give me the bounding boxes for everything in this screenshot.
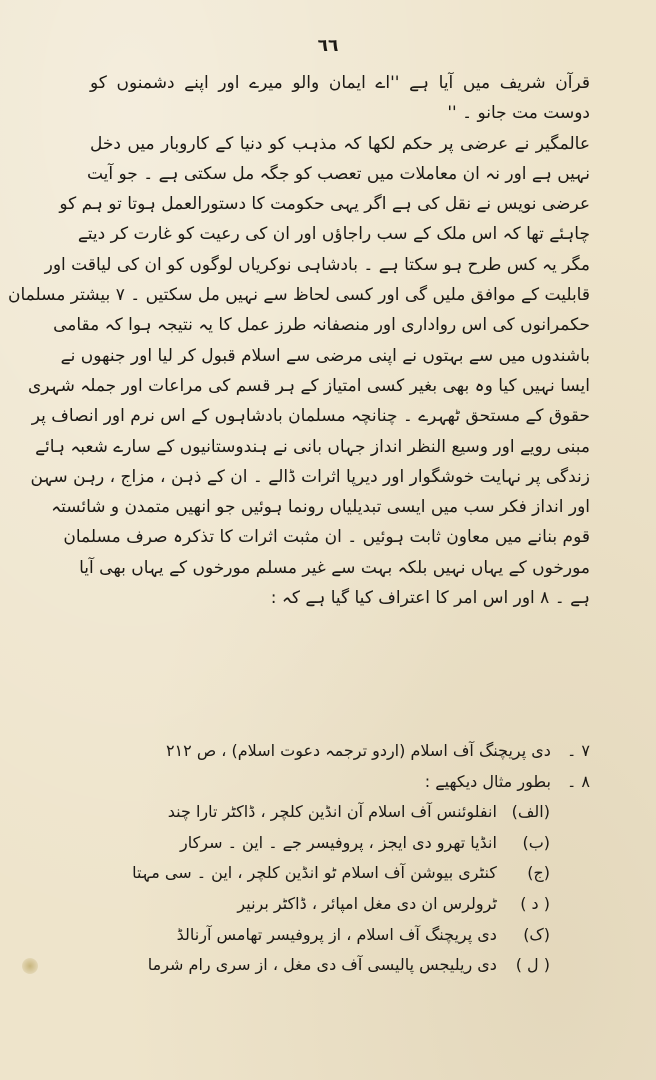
source-label: ( د ) bbox=[520, 893, 550, 913]
footnote-8 bbox=[90, 767, 590, 798]
footnote-7 bbox=[90, 736, 590, 767]
source-text: دی ریلیجس پالیسی آف دی مغل ، از سری رام شرما bbox=[147, 955, 497, 975]
source-label: (ج) bbox=[527, 863, 550, 883]
source-item bbox=[90, 858, 590, 889]
footnote-number: ٧ ۔ bbox=[566, 741, 590, 760]
text-line: دوست مت جانو ۔ '' bbox=[447, 103, 590, 124]
page-stain bbox=[22, 958, 38, 974]
source-label: (الف) bbox=[511, 802, 550, 822]
source-item bbox=[90, 889, 590, 920]
footnote-number: ٨ ۔ bbox=[566, 771, 590, 791]
source-label: (ب) bbox=[522, 832, 550, 852]
text-line: مورخوں کے یہاں نہیں بلکہ بہت سے غیر مسلم مورخوں کے یہاں بھی آیا bbox=[79, 557, 590, 578]
source-item bbox=[90, 828, 590, 859]
footnote-text: بطور مثال دیکھیے : bbox=[424, 771, 551, 791]
source-item bbox=[90, 920, 590, 951]
text-line: باشندوں میں سے بہتوں نے اپنی مرضی سے اسلام قبول کر لیا اور جنھوں نے bbox=[60, 345, 590, 366]
source-text: کنٹری بیوشن آف اسلام ٹو انڈین کلچر ، این ۔ سی مہتا bbox=[132, 863, 497, 883]
source-text: انفلوئنس آف اسلام آن انڈین کلچر ، ڈاکٹر تارا چند bbox=[167, 802, 497, 822]
source-text: ٹرولرس ان دی مغل امپائر ، ڈاکٹر برنیر bbox=[237, 893, 497, 913]
text-line: مگر یہ کس طرح ہو سکتا ہے ۔ بادشاہی نوکریاں لوگوں کو ان کی لیاقت اور bbox=[44, 254, 590, 275]
text-line: حکمرانوں کی اس رواداری اور منصفانہ طرز عمل کا یہ نتیجہ ہوا کہ مقامی bbox=[53, 315, 590, 336]
source-label: (ک) bbox=[523, 924, 550, 944]
text-line: حقوق کے مستحق ٹھہرے ۔ چنانچہ مسلمان بادشاہوں کے اس نرم اور انصاف پر bbox=[31, 406, 590, 427]
text-line: مبنی رویے اور وسیع النظر انداز جہاں بانی نے ہندوستانیوں کے سارے شعبہ ہائے bbox=[35, 436, 590, 457]
source-item bbox=[90, 797, 590, 828]
footnotes bbox=[90, 736, 590, 981]
source-label: ( ل ) bbox=[515, 955, 550, 975]
source-item bbox=[90, 950, 590, 981]
text-line: نہیں ہے اور نہ ان معاملات میں تعصب کو جگہ مل سکتی ہے ۔ جو آیت bbox=[86, 163, 590, 184]
main-text bbox=[7, 68, 590, 613]
source-text: انڈیا تھرو دی ایجز ، پروفیسر جے ۔ این ۔ سرکار bbox=[180, 832, 497, 852]
text-line: زندگی پر نہایت خوشگوار اور دیرپا اثرات ڈالے ۔ ان کے ذہن ، مزاج ، رہن سہن bbox=[30, 466, 590, 487]
text-line: عالمگیر نے عرضی پر حکم لکھا کہ مذہب کو دنیا کے کاروبار میں دخل bbox=[90, 133, 590, 154]
footnote-text: دی پریچنگ آف اسلام (اردو ترجمہ دعوت اسلام) ، ص ٢١٢ bbox=[165, 741, 551, 760]
text-line: قرآن شریف میں آیا ہے ''اے ایمان والو میرے اور اپنے دشمنوں کو bbox=[90, 73, 590, 93]
page-number: ٦٦ bbox=[317, 36, 339, 56]
text-line: اور انداز فکر سب میں ایسی تبدیلیاں رونما ہوئیں جو انھیں متمدن و شائستہ bbox=[51, 497, 590, 518]
text-line: چاہئے تھا کہ اس ملک کے سب راجاؤں اور ان کی رعیت کو غارت کر دیتے bbox=[77, 224, 590, 245]
text-line: قوم بنانے میں معاون ثابت ہوئیں ۔ ان مثبت اثرات کا تذکرہ صرف مسلمان bbox=[63, 527, 590, 548]
text-line: ایسا نہیں کیا وہ بھی بغیر کسی امتیاز کے ہر قسم کی مراعات اور جملہ شہری bbox=[27, 375, 590, 396]
source-text: دی پریچنگ آف اسلام ، از پروفیسر تھامس آرنالڈ bbox=[176, 924, 497, 944]
text-line: قابلیت کے موافق ملیں گی اور کسی لحاظ سے نہیں مل سکتیں ۔ ٧ بیشتر مسلمان bbox=[7, 285, 590, 306]
text-line: ہے ۔ ٨ اور اس امر کا اعتراف کیا گیا ہے کہ : bbox=[270, 588, 590, 609]
text-line: عرضی نویس نے نقل کی ہے اگر یہی حکومت کا دستورالعمل ہوتا تو ہم کو bbox=[59, 194, 590, 215]
